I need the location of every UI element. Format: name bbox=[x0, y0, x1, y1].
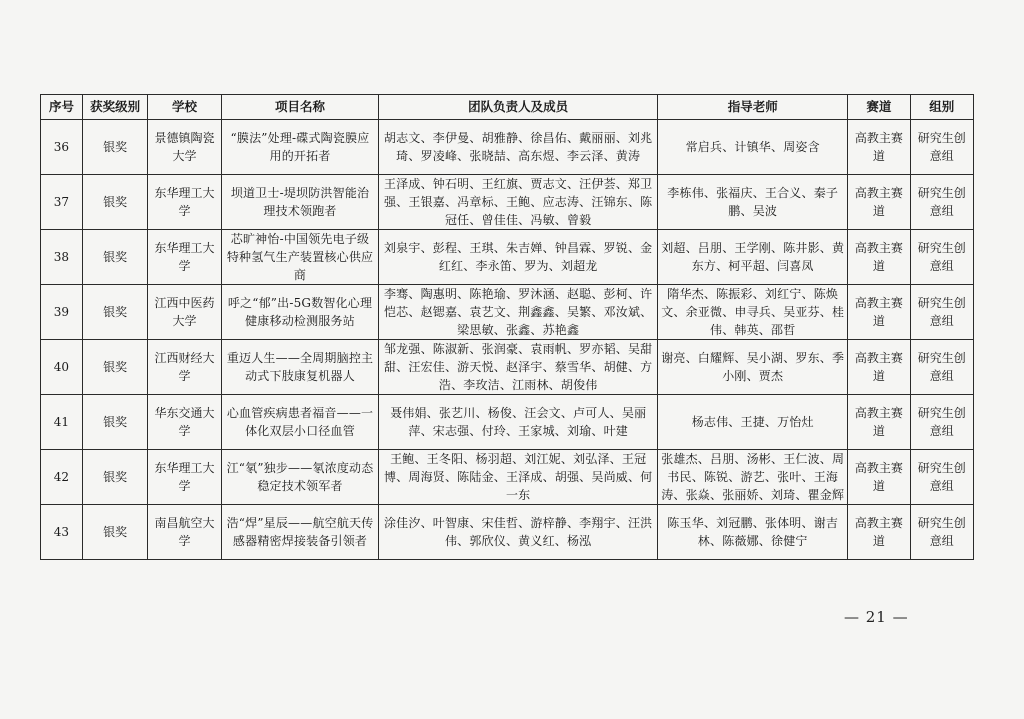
cell-level: 银奖 bbox=[82, 285, 147, 340]
cell-track: 高教主赛道 bbox=[848, 450, 910, 505]
cell-school: 江西中医药大学 bbox=[148, 285, 222, 340]
cell-no: 37 bbox=[41, 175, 83, 230]
cell-no: 36 bbox=[41, 120, 83, 175]
cell-advisors: 隋华杰、陈振彩、刘红宁、陈焕文、余亚微、申寻兵、吴亚芬、桂伟、韩英、邵哲 bbox=[658, 285, 848, 340]
header-advisors: 指导老师 bbox=[658, 95, 848, 120]
cell-level: 银奖 bbox=[82, 395, 147, 450]
table-row bbox=[41, 285, 974, 340]
cell-members: 李骞、陶惠明、陈艳瑜、罗沐涵、赵聪、彭柯、许恺芯、赵锶嘉、袁艺文、荆鑫鑫、吴繁、邓汝斌、梁思敏、张鑫、苏艳鑫 bbox=[379, 285, 658, 340]
cell-track: 高教主赛道 bbox=[848, 230, 910, 285]
cell-school: 东华理工大学 bbox=[148, 450, 222, 505]
cell-school: 华东交通大学 bbox=[148, 395, 222, 450]
table-header-row bbox=[41, 95, 974, 120]
cell-members: 刘泉宇、彭程、王琪、朱吉婵、钟昌霖、罗锐、金红红、李永笛、罗为、刘超龙 bbox=[379, 230, 658, 285]
cell-school: 景德镇陶瓷大学 bbox=[148, 120, 222, 175]
cell-group: 研究生创意组 bbox=[910, 230, 973, 285]
cell-track: 高教主赛道 bbox=[848, 120, 910, 175]
cell-project: 重迈人生——全周期脑控主动式下肢康复机器人 bbox=[221, 340, 378, 395]
cell-level: 银奖 bbox=[82, 120, 147, 175]
header-school: 学校 bbox=[148, 95, 222, 120]
table-row bbox=[41, 450, 974, 505]
page-number: — 21 — bbox=[844, 608, 909, 626]
cell-project: 坝道卫士-堤坝防洪智能治理技术领跑者 bbox=[221, 175, 378, 230]
cell-group: 研究生创意组 bbox=[910, 120, 973, 175]
cell-members: 邹龙强、陈淑新、张润豪、袁雨帆、罗亦韬、吴甜甜、汪宏佳、游天悦、赵泽宇、蔡雪华、胡健、方浩、李玫洁、江雨林、胡俊伟 bbox=[379, 340, 658, 395]
cell-school: 东华理工大学 bbox=[148, 230, 222, 285]
cell-members: 胡志文、李伊曼、胡雅静、徐昌佑、戴丽丽、刘兆琦、罗凌峰、张晓喆、高东煜、李云泽、黄涛 bbox=[379, 120, 658, 175]
cell-advisors: 李栋伟、张福庆、王合义、秦子鹏、吴波 bbox=[658, 175, 848, 230]
cell-advisors: 杨志伟、王捷、万怡灶 bbox=[658, 395, 848, 450]
table-row bbox=[41, 175, 974, 230]
cell-level: 银奖 bbox=[82, 450, 147, 505]
cell-track: 高教主赛道 bbox=[848, 395, 910, 450]
cell-track: 高教主赛道 bbox=[848, 340, 910, 395]
cell-level: 银奖 bbox=[82, 505, 147, 560]
table-row bbox=[41, 230, 974, 285]
cell-members: 王泽成、钟石明、王红旗、贾志文、汪伊荟、郑卫强、王银嘉、冯章标、王鲍、应志涛、汪锦东、陈冠任、曾佳佳、冯敏、曾毅 bbox=[379, 175, 658, 230]
cell-group: 研究生创意组 bbox=[910, 340, 973, 395]
header-project: 项目名称 bbox=[221, 95, 378, 120]
cell-advisors: 张雄杰、吕朋、汤彬、王仁波、周书民、陈锐、游艺、张叶、王海涛、张焱、张丽娇、刘琦、瞿金辉 bbox=[658, 450, 848, 505]
cell-group: 研究生创意组 bbox=[910, 285, 973, 340]
cell-project: 浩“焊”星辰——航空航天传感器精密焊接装备引领者 bbox=[221, 505, 378, 560]
cell-project: 呼之“郁”出-5G数智化心理健康移动检测服务站 bbox=[221, 285, 378, 340]
cell-group: 研究生创意组 bbox=[910, 395, 973, 450]
header-group: 组别 bbox=[910, 95, 973, 120]
cell-school: 江西财经大学 bbox=[148, 340, 222, 395]
cell-project: 江“氡”独步——氡浓度动态稳定技术领军者 bbox=[221, 450, 378, 505]
cell-advisors: 刘超、吕朋、王学刚、陈井影、黄东方、柯平超、闫喜凤 bbox=[658, 230, 848, 285]
cell-project: 心血管疾病患者福音——一体化双层小口径血管 bbox=[221, 395, 378, 450]
cell-level: 银奖 bbox=[82, 340, 147, 395]
cell-no: 41 bbox=[41, 395, 83, 450]
cell-group: 研究生创意组 bbox=[910, 175, 973, 230]
cell-advisors: 谢亮、白耀辉、吴小湖、罗东、季小刚、贾杰 bbox=[658, 340, 848, 395]
cell-members: 聂伟娟、张艺川、杨俊、汪会文、卢可人、吴丽萍、宋志强、付玲、王家城、刘瑜、叶建 bbox=[379, 395, 658, 450]
cell-no: 42 bbox=[41, 450, 83, 505]
header-members: 团队负责人及成员 bbox=[379, 95, 658, 120]
cell-members: 涂佳汐、叶智康、宋佳哲、游梓静、李翔宇、汪洪伟、郭欣仪、黄义红、杨泓 bbox=[379, 505, 658, 560]
header-track: 赛道 bbox=[848, 95, 910, 120]
cell-school: 南昌航空大学 bbox=[148, 505, 222, 560]
cell-group: 研究生创意组 bbox=[910, 505, 973, 560]
cell-members: 王鲍、王冬阳、杨羽超、刘江妮、刘弘泽、王冠博、周海贤、陈陆金、王泽成、胡强、吴尚威、何一东 bbox=[379, 450, 658, 505]
cell-project: “膜法”处理-碟式陶瓷膜应用的开拓者 bbox=[221, 120, 378, 175]
table-row bbox=[41, 120, 974, 175]
cell-track: 高教主赛道 bbox=[848, 505, 910, 560]
header-no: 序号 bbox=[41, 95, 83, 120]
cell-level: 银奖 bbox=[82, 175, 147, 230]
cell-track: 高教主赛道 bbox=[848, 175, 910, 230]
cell-level: 银奖 bbox=[82, 230, 147, 285]
table-row bbox=[41, 395, 974, 450]
header-level: 获奖级别 bbox=[82, 95, 147, 120]
cell-no: 39 bbox=[41, 285, 83, 340]
cell-advisors: 常启兵、计镇华、周姿含 bbox=[658, 120, 848, 175]
cell-project: 芯旷神怡-中国领先电子级特种氢气生产装置核心供应商 bbox=[221, 230, 378, 285]
cell-no: 40 bbox=[41, 340, 83, 395]
table-row bbox=[41, 505, 974, 560]
cell-no: 38 bbox=[41, 230, 83, 285]
cell-group: 研究生创意组 bbox=[910, 450, 973, 505]
cell-advisors: 陈玉华、刘冠鹏、张体明、谢吉林、陈薇娜、徐健宁 bbox=[658, 505, 848, 560]
awards-table bbox=[40, 94, 974, 560]
table-row bbox=[41, 340, 974, 395]
cell-school: 东华理工大学 bbox=[148, 175, 222, 230]
cell-track: 高教主赛道 bbox=[848, 285, 910, 340]
cell-no: 43 bbox=[41, 505, 83, 560]
